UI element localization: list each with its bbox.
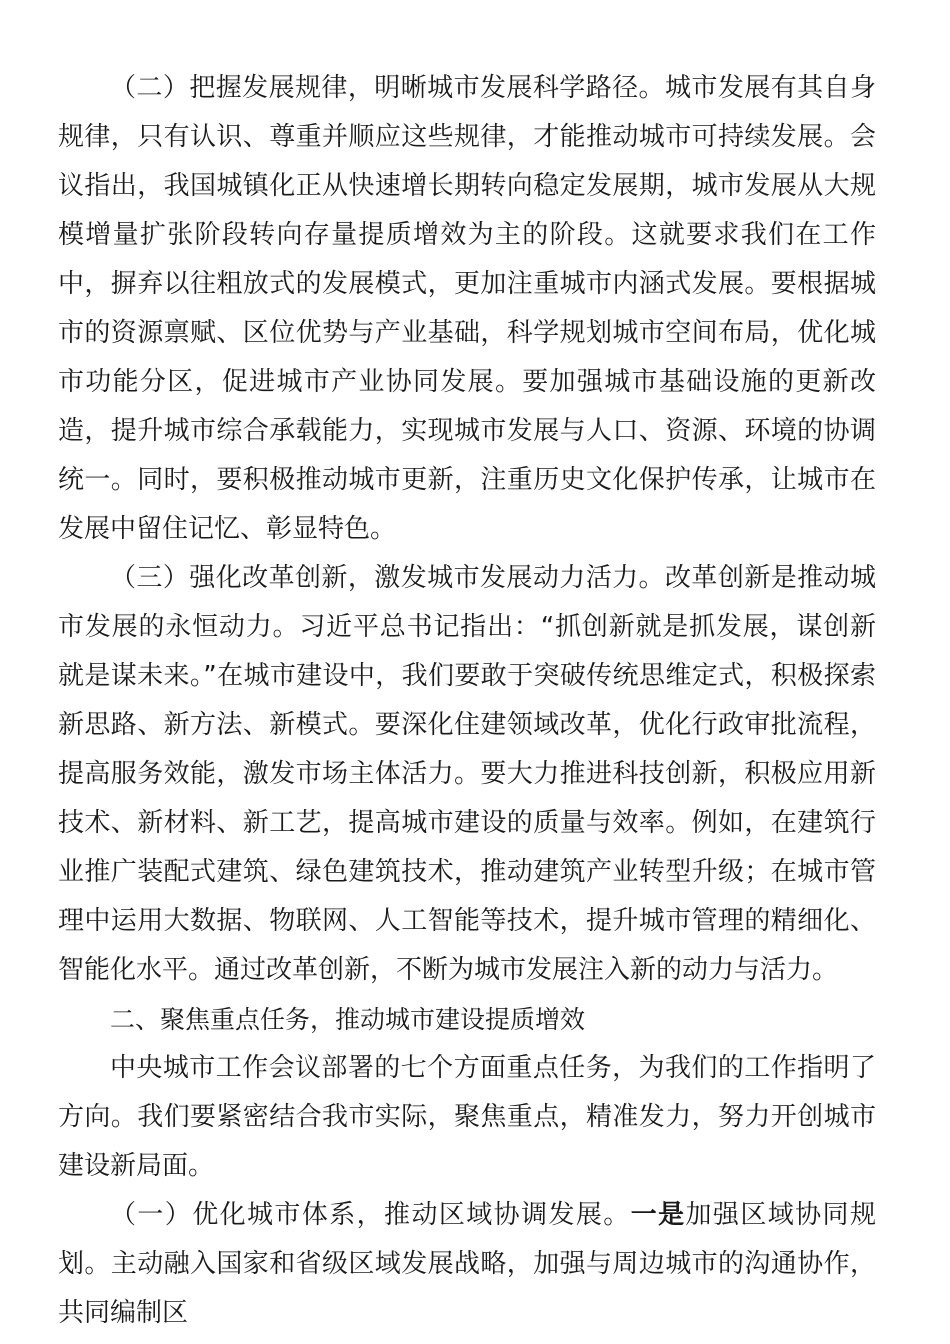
paragraph-intro: 中央城市工作会议部署的七个方面重点任务，为我们的工作指明了方向。我们要紧密结合我市实际，聚焦重点，精准发力，努力开创城市建设新局面。 [58,1053,876,1181]
bold-marker: 一是 [630,1200,686,1230]
document-body [58,64,876,1338]
paragraph-optimize-city-system [58,1191,876,1338]
paragraph-grasp-development-laws: （二）把握发展规律，明晰城市发展科学路径。城市发展有其自身规律，只有认识、尊重并顺应这些规律，才能推动城市可持续发展。会议指出，我国城镇化正从快速增长期转向稳定发展期，城市发展从大规模增量扩张阶段转向存量提质增效为主的阶段。这就要求我们在工作中，摒弃以往粗放式的发展模式，更加注重城市内涵式发展。要根据城市的资源禀赋、区位优势与产业基础，科学规划城市空间布局，优化城市功能分区，促进城市产业协同发展。要加强城市基础设施的更新改造，提升城市综合承载能力，实现城市发展与人口、资源、环境的协调统一。同时，要积极推动城市更新，注重历史文化保护传承，让城市在发展中留住记忆、彰显特色。 [58,73,876,544]
section-heading: 二、聚焦重点任务，推动城市建设提质增效 [110,1005,586,1034]
paragraph-reform-innovation: （三）强化改革创新，激发城市发展动力活力。改革创新是推动城市发展的永恒动力。习近平总书记指出：“抓创新就是抓发展，谋创新就是谋未来。”在城市建设中，我们要敢于突破传统思维定式，积极探索新思路、新方法、新模式。要深化住建领域改革，优化行政审批流程，提高服务效能，激发市场主体活力。要大力推进科技创新，积极应用新技术、新材料、新工艺，提高城市建设的质量与效率。例如，在建筑行业推广装配式建筑、绿色建筑技术，推动建筑产业转型升级；在城市管理中运用大数据、物联网、人工智能等技术，提升城市管理的精细化、智能化水平。通过改革创新，不断为城市发展注入新的动力与活力。 [58,563,876,985]
paragraph-rest: 加强区域协同规划。主动融入国家和省级区域发展战略，加强与周边城市的沟通协作，共同编制区 [58,1200,876,1328]
paragraph-lead: （一）优化城市体系，推动区域协调发展。 [110,1200,631,1230]
